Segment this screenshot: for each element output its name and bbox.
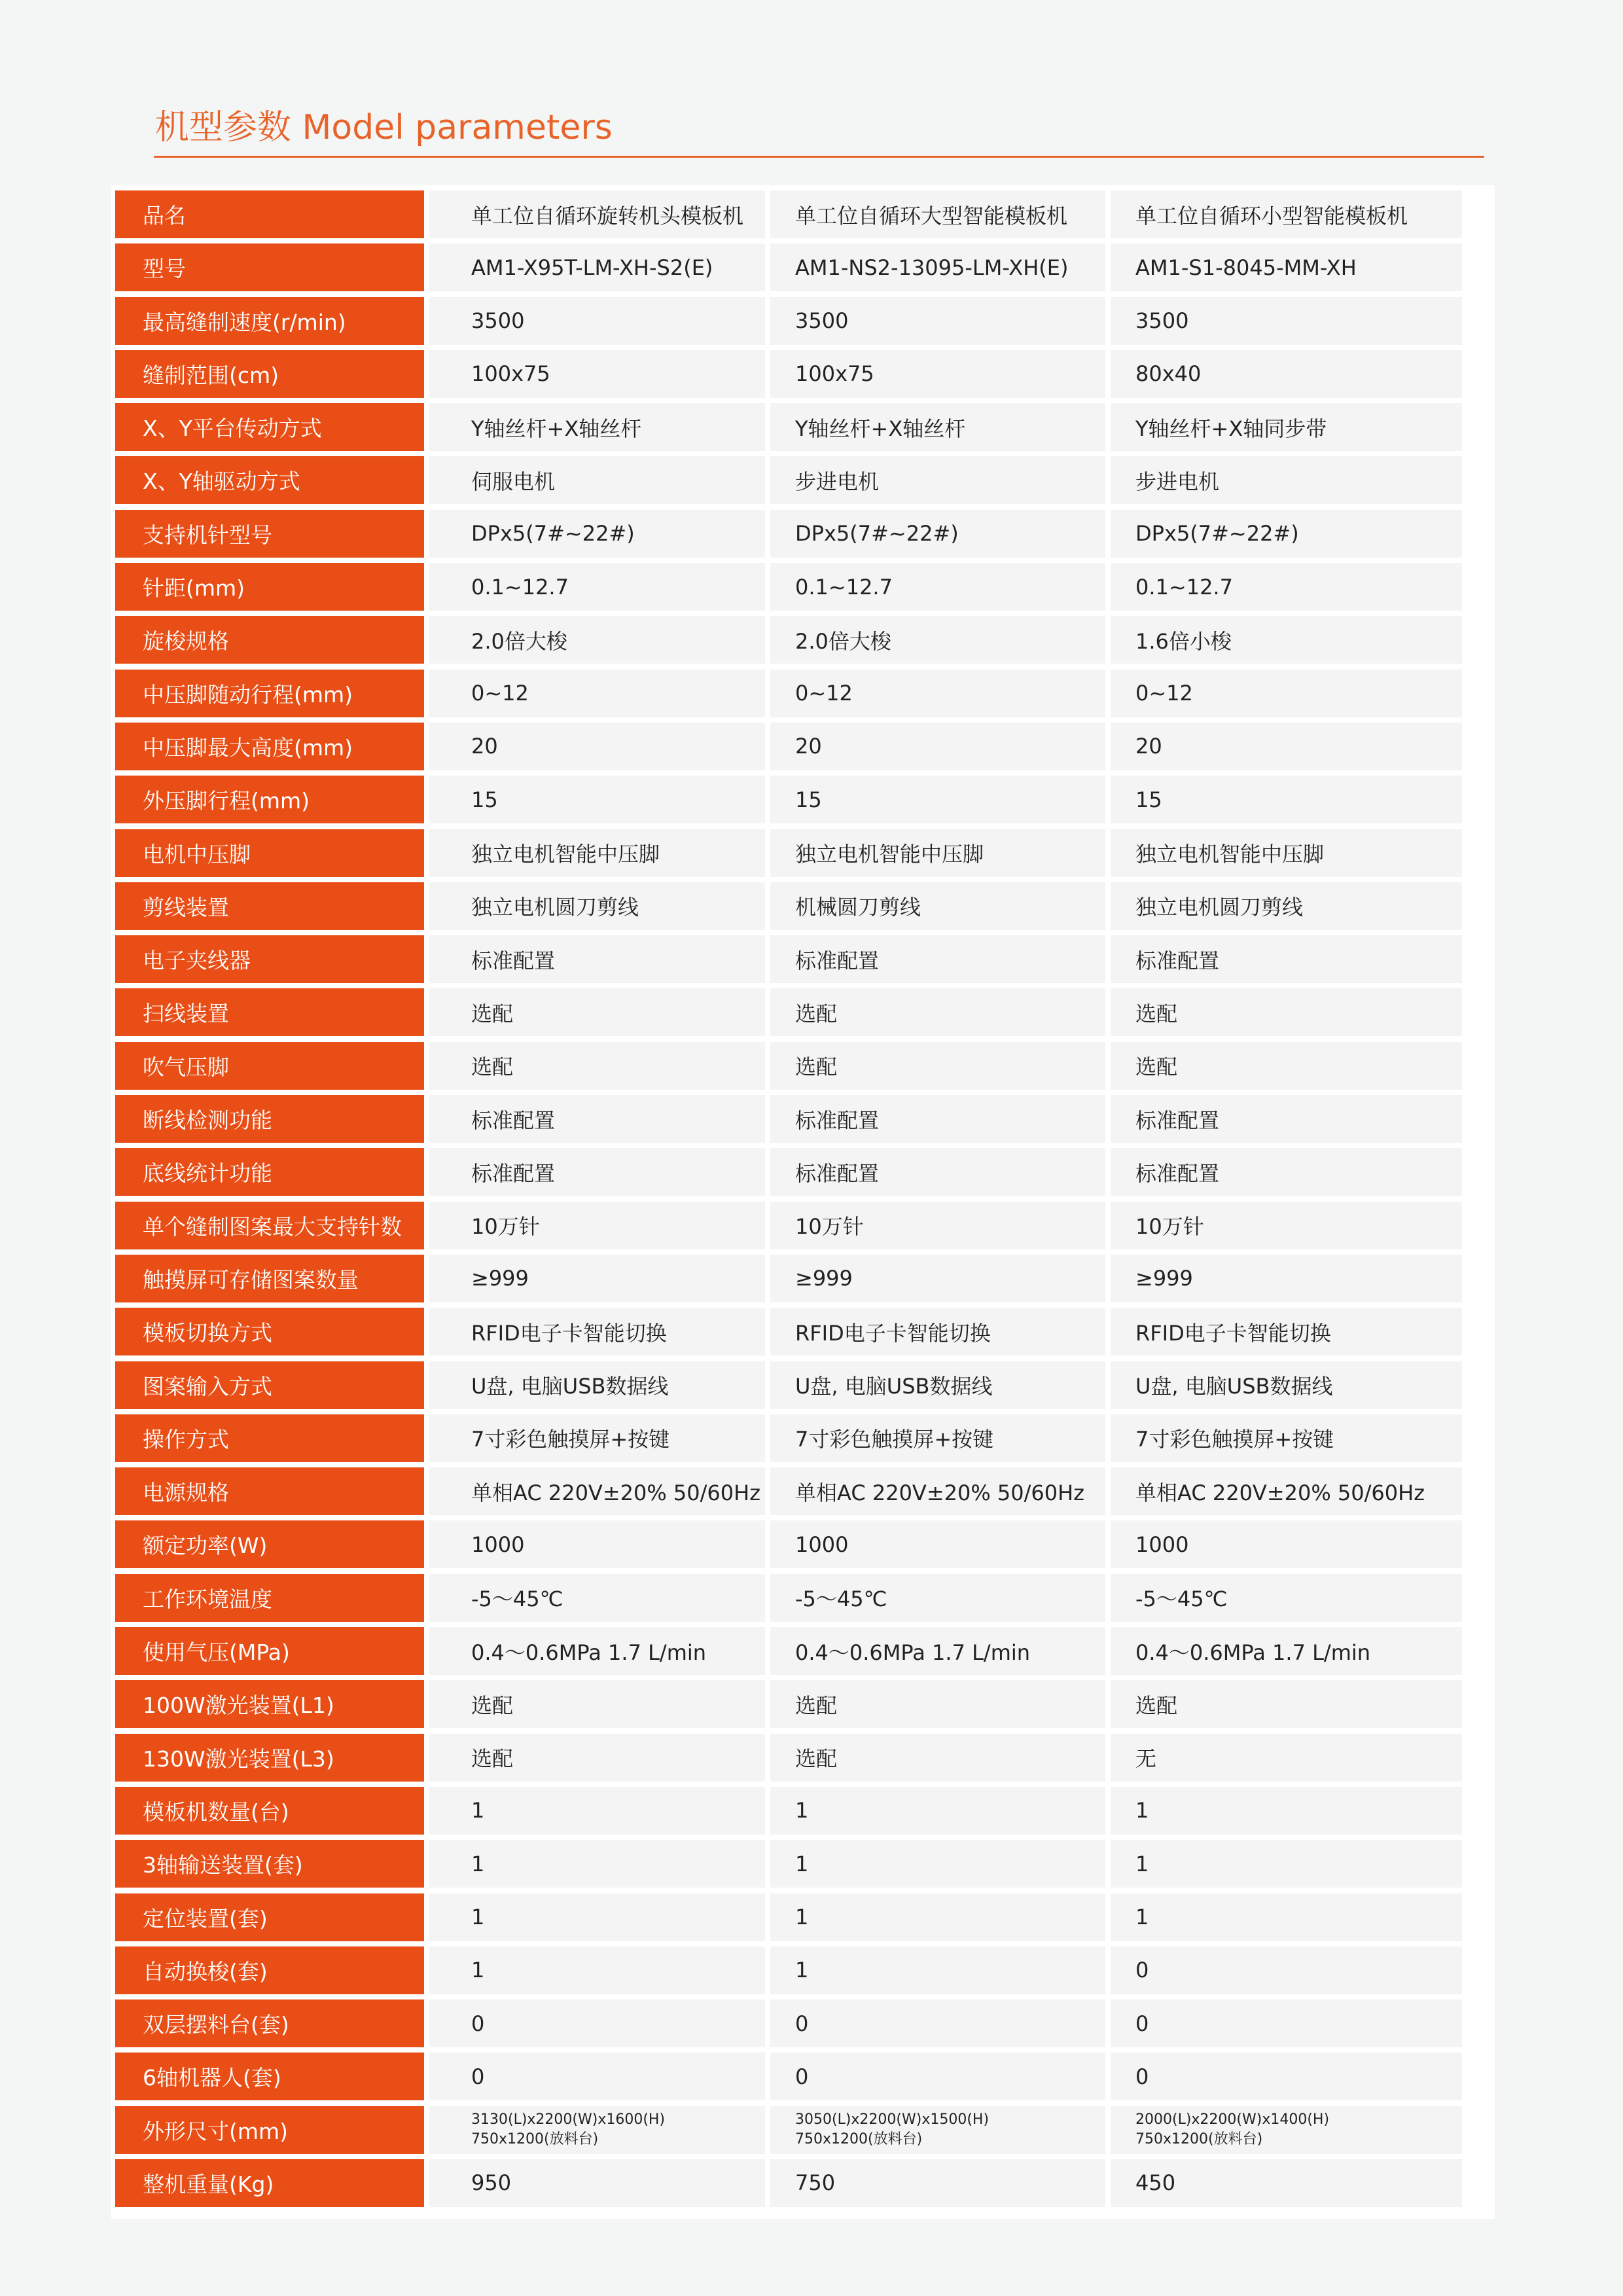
row-label: 单个缝制图案最大支持针数 <box>115 1202 424 1249</box>
row-value-model-3: 10万针 <box>1111 1202 1462 1249</box>
row-value-model-1: 2.0倍大梭 <box>429 616 765 664</box>
row-value-model-2: -5～45℃ <box>770 1574 1105 1622</box>
value-line: 3050(L)x2200(W)x1500(H) <box>795 2111 990 2128</box>
table-row <box>115 1414 1491 1462</box>
row-value-model-2: 1 <box>770 1893 1105 1941</box>
row-value-model-2: 单工位自循环大型智能模板机 <box>770 190 1105 238</box>
row-value-model-1: 20 <box>429 723 765 770</box>
row-value-model-1: 0 <box>429 2053 765 2100</box>
table-row <box>115 403 1491 451</box>
row-value-model-1: 1 <box>429 1946 765 1994</box>
row-value-model-1: RFID电子卡智能切换 <box>429 1308 765 1355</box>
row-value-model-1: 1000 <box>429 1520 765 1568</box>
table-row <box>115 616 1491 664</box>
row-value-model-2: 选配 <box>770 1042 1105 1090</box>
row-value-model-1: 0.4～0.6MPa 1.7 L/min <box>429 1627 765 1675</box>
row-value-model-2: 3500 <box>770 297 1105 345</box>
row-value-model-2: 1 <box>770 1840 1105 1888</box>
table-row <box>115 563 1491 611</box>
row-value-model-2: 20 <box>770 723 1105 770</box>
table-row <box>115 1627 1491 1675</box>
table-row <box>115 670 1491 717</box>
row-value-model-3: 80x40 <box>1111 350 1462 398</box>
row-value-model-3: 0.1~12.7 <box>1111 563 1462 611</box>
row-value-model-3: 选配 <box>1111 1680 1462 1728</box>
row-label: 使用气压(MPa) <box>115 1627 424 1675</box>
row-label: X、Y轴驱动方式 <box>115 456 424 504</box>
row-value-model-3: 标准配置 <box>1111 1095 1462 1143</box>
table-row <box>115 1520 1491 1568</box>
row-value-model-1: 独立电机智能中压脚 <box>429 829 765 877</box>
table-row <box>115 1734 1491 1782</box>
row-value-model-3: 独立电机智能中压脚 <box>1111 829 1462 877</box>
value-line: 750x1200(放料台) <box>471 2131 599 2148</box>
row-label: 中压脚最大高度(mm) <box>115 723 424 770</box>
row-label: 剪线装置 <box>115 882 424 930</box>
row-value-model-3: DPx5(7#~22#) <box>1111 510 1462 558</box>
row-value-model-1: 标准配置 <box>429 935 765 983</box>
row-value-model-1: 10万针 <box>429 1202 765 1249</box>
row-value-model-1: 950 <box>429 2159 765 2207</box>
row-value-model-3: 15 <box>1111 776 1462 823</box>
row-value-model-2: ≥999 <box>770 1255 1105 1302</box>
table-row <box>115 1680 1491 1728</box>
table-row <box>115 935 1491 983</box>
table-row <box>115 190 1491 238</box>
row-value-model-2: RFID电子卡智能切换 <box>770 1308 1105 1355</box>
row-value-model-3: 0 <box>1111 2053 1462 2100</box>
row-label: 100W激光装置(L1) <box>115 1680 424 1728</box>
row-label: 断线检测功能 <box>115 1095 424 1143</box>
row-value-model-2: 独立电机智能中压脚 <box>770 829 1105 877</box>
row-value-model-1: 1 <box>429 1787 765 1835</box>
table-row <box>115 988 1491 1036</box>
row-label: 触摸屏可存储图案数量 <box>115 1255 424 1302</box>
table-row <box>115 1787 1491 1835</box>
row-value-model-1: 0.1~12.7 <box>429 563 765 611</box>
row-label: 整机重量(Kg) <box>115 2159 424 2207</box>
row-label: 缝制范围(cm) <box>115 350 424 398</box>
row-value-model-3: AM1-S1-8045-MM-XH <box>1111 243 1462 291</box>
table-row <box>115 510 1491 558</box>
value-line: 3130(L)x2200(W)x1600(H) <box>471 2111 666 2128</box>
table-row <box>115 2159 1491 2207</box>
row-value-model-2: 750 <box>770 2159 1105 2207</box>
row-label: 支持机针型号 <box>115 510 424 558</box>
section-header <box>154 90 1484 158</box>
row-value-model-2 <box>770 2106 1105 2154</box>
row-value-model-1: 单工位自循环旋转机头模板机 <box>429 190 765 238</box>
table-row <box>115 350 1491 398</box>
row-label: 电机中压脚 <box>115 829 424 877</box>
table-row <box>115 882 1491 930</box>
table-row <box>115 776 1491 823</box>
row-value-model-1: 7寸彩色触摸屏+按键 <box>429 1414 765 1462</box>
row-label: 额定功率(W) <box>115 1520 424 1568</box>
row-value-model-2: 单相AC 220V±20% 50/60Hz <box>770 1467 1105 1515</box>
row-value-model-1: 标准配置 <box>429 1095 765 1143</box>
table-row <box>115 1308 1491 1355</box>
row-value-model-3: U盘, 电脑USB数据线 <box>1111 1361 1462 1409</box>
row-value-model-2: 选配 <box>770 1734 1105 1782</box>
row-value-model-3: 选配 <box>1111 1042 1462 1090</box>
row-value-model-1: 选配 <box>429 1680 765 1728</box>
value-line: 750x1200(放料台) <box>795 2131 923 2148</box>
row-label: 型号 <box>115 243 424 291</box>
row-label: 外压脚行程(mm) <box>115 776 424 823</box>
row-value-model-3: ≥999 <box>1111 1255 1462 1302</box>
page-title: 机型参数 Model parameters <box>155 108 613 147</box>
row-value-model-1: 伺服电机 <box>429 456 765 504</box>
row-value-model-1: -5～45℃ <box>429 1574 765 1622</box>
table-row <box>115 2000 1491 2047</box>
row-value-model-1: 选配 <box>429 1734 765 1782</box>
table-row <box>115 1042 1491 1090</box>
row-label: X、Y平台传动方式 <box>115 403 424 451</box>
row-label: 品名 <box>115 190 424 238</box>
row-label: 双层摆料台(套) <box>115 2000 424 2047</box>
row-value-model-2: 0~12 <box>770 670 1105 717</box>
row-value-model-2: 选配 <box>770 988 1105 1036</box>
row-value-model-2: 1 <box>770 1946 1105 1994</box>
row-value-model-3: 0 <box>1111 1946 1462 1994</box>
table-row <box>115 1467 1491 1515</box>
row-value-model-3: -5～45℃ <box>1111 1574 1462 1622</box>
table-row <box>115 1202 1491 1249</box>
row-label: 最高缝制速度(r/min) <box>115 297 424 345</box>
row-value-model-1: 独立电机圆刀剪线 <box>429 882 765 930</box>
row-value-model-1: 0~12 <box>429 670 765 717</box>
row-value-model-2: 选配 <box>770 1680 1105 1728</box>
row-label: 中压脚随动行程(mm) <box>115 670 424 717</box>
value-line: 750x1200(放料台) <box>1135 2131 1263 2148</box>
row-value-model-1: ≥999 <box>429 1255 765 1302</box>
row-value-model-2: 100x75 <box>770 350 1105 398</box>
row-value-model-3: 0~12 <box>1111 670 1462 717</box>
row-value-model-1: 1 <box>429 1840 765 1888</box>
row-value-model-1: 标准配置 <box>429 1148 765 1196</box>
table-row <box>115 2106 1491 2154</box>
table-row <box>115 723 1491 770</box>
row-value-model-2: 10万针 <box>770 1202 1105 1249</box>
row-value-model-3: 标准配置 <box>1111 935 1462 983</box>
row-label: 底线统计功能 <box>115 1148 424 1196</box>
row-label: 3轴输送装置(套) <box>115 1840 424 1888</box>
row-value-model-1: DPx5(7#~22#) <box>429 510 765 558</box>
row-value-model-2: 7寸彩色触摸屏+按键 <box>770 1414 1105 1462</box>
row-value-model-2: 机械圆刀剪线 <box>770 882 1105 930</box>
row-label: 电源规格 <box>115 1467 424 1515</box>
row-value-model-3: 步进电机 <box>1111 456 1462 504</box>
row-label: 扫线装置 <box>115 988 424 1036</box>
row-value-model-1: U盘, 电脑USB数据线 <box>429 1361 765 1409</box>
row-value-model-2: 0 <box>770 2000 1105 2047</box>
row-label: 吹气压脚 <box>115 1042 424 1090</box>
row-value-model-1: Y轴丝杆+X轴丝杆 <box>429 403 765 451</box>
table-row <box>115 243 1491 291</box>
row-value-model-2: 0.4～0.6MPa 1.7 L/min <box>770 1627 1105 1675</box>
row-label: 130W激光装置(L3) <box>115 1734 424 1782</box>
row-value-model-3: 7寸彩色触摸屏+按键 <box>1111 1414 1462 1462</box>
table-row <box>115 297 1491 345</box>
row-value-model-2: DPx5(7#~22#) <box>770 510 1105 558</box>
table-row <box>115 1893 1491 1941</box>
row-value-model-3: 0.4～0.6MPa 1.7 L/min <box>1111 1627 1462 1675</box>
row-value-model-3: 3500 <box>1111 297 1462 345</box>
row-value-model-1: 3500 <box>429 297 765 345</box>
row-value-model-2: 步进电机 <box>770 456 1105 504</box>
row-label: 自动换梭(套) <box>115 1946 424 1994</box>
row-value-model-2: 1 <box>770 1787 1105 1835</box>
row-label: 工作环境温度 <box>115 1574 424 1622</box>
row-label: 操作方式 <box>115 1414 424 1462</box>
row-value-model-3: 20 <box>1111 723 1462 770</box>
row-label: 外形尺寸(mm) <box>115 2106 424 2154</box>
row-value-model-1: 选配 <box>429 988 765 1036</box>
row-label: 6轴机器人(套) <box>115 2053 424 2100</box>
row-value-model-2: AM1-NS2-13095-LM-XH(E) <box>770 243 1105 291</box>
row-value-model-2: 标准配置 <box>770 1095 1105 1143</box>
row-value-model-2: 0 <box>770 2053 1105 2100</box>
row-value-model-3 <box>1111 2106 1462 2154</box>
row-label: 针距(mm) <box>115 563 424 611</box>
row-value-model-3: 独立电机圆刀剪线 <box>1111 882 1462 930</box>
row-value-model-3: RFID电子卡智能切换 <box>1111 1308 1462 1355</box>
row-label: 定位装置(套) <box>115 1893 424 1941</box>
row-value-model-1: 100x75 <box>429 350 765 398</box>
row-value-model-2: 标准配置 <box>770 1148 1105 1196</box>
table-row <box>115 2053 1491 2100</box>
row-value-model-3: 标准配置 <box>1111 1148 1462 1196</box>
row-value-model-1: 单相AC 220V±20% 50/60Hz <box>429 1467 765 1515</box>
row-label: 旋梭规格 <box>115 616 424 664</box>
table-row <box>115 1574 1491 1622</box>
row-value-model-2: 标准配置 <box>770 935 1105 983</box>
row-value-model-3: 1000 <box>1111 1520 1462 1568</box>
row-value-model-3: 单工位自循环小型智能模板机 <box>1111 190 1462 238</box>
table-row <box>115 1095 1491 1143</box>
table-row <box>115 1148 1491 1196</box>
row-value-model-3: 450 <box>1111 2159 1462 2207</box>
row-value-model-1: AM1-X95T-LM-XH-S2(E) <box>429 243 765 291</box>
row-value-model-3: 单相AC 220V±20% 50/60Hz <box>1111 1467 1462 1515</box>
table-row <box>115 456 1491 504</box>
table-row <box>115 1946 1491 1994</box>
row-value-model-3: 1.6倍小梭 <box>1111 616 1462 664</box>
table-row <box>115 829 1491 877</box>
row-value-model-2: 15 <box>770 776 1105 823</box>
row-label: 图案输入方式 <box>115 1361 424 1409</box>
row-value-model-1: 0 <box>429 2000 765 2047</box>
parameters-table <box>111 185 1495 2219</box>
row-value-model-2: 0.1~12.7 <box>770 563 1105 611</box>
row-value-model-3: 1 <box>1111 1840 1462 1888</box>
row-value-model-1: 15 <box>429 776 765 823</box>
row-value-model-1 <box>429 2106 765 2154</box>
row-value-model-3: 1 <box>1111 1787 1462 1835</box>
row-label: 模板机数量(台) <box>115 1787 424 1835</box>
value-line: 2000(L)x2200(W)x1400(H) <box>1135 2111 1330 2128</box>
row-value-model-3: 无 <box>1111 1734 1462 1782</box>
row-value-model-2: Y轴丝杆+X轴丝杆 <box>770 403 1105 451</box>
row-value-model-3: 1 <box>1111 1893 1462 1941</box>
row-value-model-3: Y轴丝杆+X轴同步带 <box>1111 403 1462 451</box>
row-label: 电子夹线器 <box>115 935 424 983</box>
row-value-model-2: U盘, 电脑USB数据线 <box>770 1361 1105 1409</box>
row-value-model-2: 2.0倍大梭 <box>770 616 1105 664</box>
row-value-model-1: 1 <box>429 1893 765 1941</box>
row-value-model-2: 1000 <box>770 1520 1105 1568</box>
table-row <box>115 1361 1491 1409</box>
table-row <box>115 1255 1491 1302</box>
table-row <box>115 1840 1491 1888</box>
row-value-model-1: 选配 <box>429 1042 765 1090</box>
row-value-model-3: 选配 <box>1111 988 1462 1036</box>
row-label: 模板切换方式 <box>115 1308 424 1355</box>
row-value-model-3: 0 <box>1111 2000 1462 2047</box>
